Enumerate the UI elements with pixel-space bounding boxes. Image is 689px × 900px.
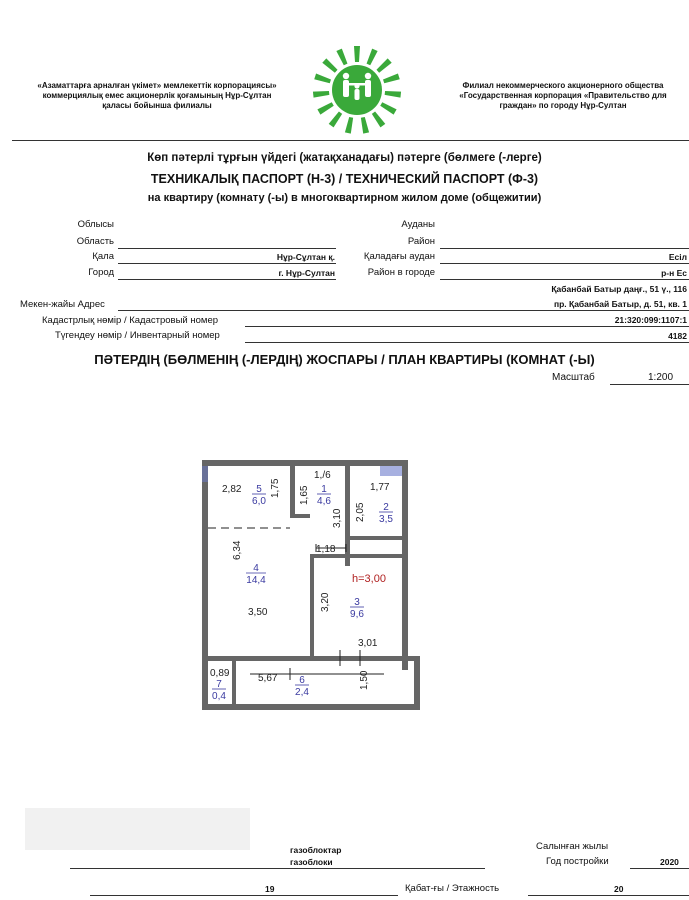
audany-label: Ауданы <box>401 219 435 230</box>
room-area: 2,4 <box>295 687 309 698</box>
kala-audan-label: Қаладағы аудан <box>363 251 435 262</box>
dim-label: 3,01 <box>358 638 378 649</box>
height-label: h=3,00 <box>352 573 386 585</box>
year-underline <box>630 868 689 869</box>
raion-gorod-underline <box>440 279 689 280</box>
scale-underline <box>610 384 689 385</box>
dim-label: 3,10 <box>332 508 343 528</box>
right-org-name <box>428 81 689 111</box>
kala-audan-underline <box>440 263 689 264</box>
room-number: 5 <box>256 484 262 495</box>
room-area: 0,4 <box>212 691 226 702</box>
cadastral-label: Кадастрлық нөмір / Кадастровый номер <box>42 315 219 326</box>
year-value: 2020 <box>660 857 679 867</box>
dim-label: 3,20 <box>320 592 331 612</box>
room-number: 7 <box>216 679 222 690</box>
left-org-line-1: «Азаматтарға арналған үкімет» мемлекеттік корпорациясы» <box>37 81 277 90</box>
plan-shade-left <box>202 466 208 482</box>
scale-label: Масштаб <box>552 372 595 383</box>
material-kz-value: газоблоктар <box>290 845 342 855</box>
gorod-label: Город <box>88 267 114 278</box>
inventory-value: 4182 <box>668 331 687 341</box>
oblast-label: Область <box>76 236 114 247</box>
room-number: 4 <box>253 563 259 574</box>
room-area: 3,5 <box>379 514 393 525</box>
address-label: Мекен-жайы Адрес <box>20 299 105 310</box>
title-line-1: Көп пәтерлі тұрғын үйдегі (жатақханадағы) пәтерге (бөлмеге (-лерге) <box>147 152 542 164</box>
header-divider <box>12 140 689 141</box>
people-sun-logo-icon <box>312 45 402 135</box>
room-area: 14,4 <box>246 575 266 586</box>
room-area: 6,0 <box>252 496 266 507</box>
address-ru-value: пр. Қабанбай Батыр, д. 51, кв. 1 <box>553 299 687 309</box>
right-org-line-2: «Государственная корпорация «Правительство для <box>459 91 667 100</box>
room-number: 1 <box>321 484 327 495</box>
left-org-line-2: коммерциялық емес акционерлік қоғамының Нұр-Сұлтан <box>42 91 272 100</box>
dim-label: 5,67 <box>258 673 278 684</box>
room-number: 3 <box>354 597 360 608</box>
dim-label: 0,89 <box>210 668 230 679</box>
dim-label: 6,34 <box>232 540 243 560</box>
plan-walls <box>202 460 420 710</box>
title-line-3: на квартиру (комнату (-ы) в многоквартирном жилом доме (общежитии) <box>147 192 542 204</box>
floor-underline <box>528 895 689 896</box>
material-ru-value: газоблоки <box>290 857 333 867</box>
floor-label: Қабат-ғы / Этажность <box>405 883 500 894</box>
right-org-line-3: граждан» по городу Нұр-Султан <box>499 101 627 110</box>
dim-label: 3,50 <box>248 607 268 618</box>
room-area: 9,6 <box>350 609 364 620</box>
right-org-line-1: Филиал некоммерческого акционерного общества <box>462 81 664 90</box>
dim-label: 2,05 <box>355 502 366 522</box>
dim-label: 1,/6 <box>314 470 331 481</box>
material-underline <box>70 868 485 869</box>
floors-underline <box>90 895 398 896</box>
dim-label: 1,65 <box>299 485 310 505</box>
cadastral-value: 21:320:099:1107:1 <box>614 315 687 325</box>
inventory-label: Түгендеу нөмір / Инвентарный номер <box>55 330 220 341</box>
kala-audan-value: Есіл <box>668 252 687 262</box>
dim-label: 1,18 <box>316 544 336 555</box>
plan-shade <box>380 466 402 476</box>
oblys-label: Облысы <box>77 219 114 230</box>
kala-label: Қала <box>92 251 114 262</box>
year-kz-label: Салынған жылы <box>536 841 609 852</box>
kala-underline <box>118 263 336 264</box>
address-underline <box>118 310 689 311</box>
floor-plan <box>190 450 430 720</box>
cadastral-underline <box>245 326 689 327</box>
left-org-line-3: қаласы бойынша филиалы <box>102 101 212 110</box>
floor-value: 20 <box>614 884 624 894</box>
raion-underline <box>440 248 689 249</box>
dim-label: 2,82 <box>222 484 242 495</box>
raion-gorod-value: р-н Ес <box>661 268 687 278</box>
title-line-2: ТЕХНИКАЛЫҚ ПАСПОРТ (Н-3) / ТЕХНИЧЕСКИЙ ПАСПОРТ (Ф-3) <box>150 172 539 186</box>
raion-label: Район <box>407 236 435 247</box>
redacted-area <box>25 808 250 850</box>
oblast-underline <box>118 248 336 249</box>
dim-label: 1,77 <box>370 482 390 493</box>
gorod-underline <box>118 279 336 280</box>
floors-value: 19 <box>265 884 275 894</box>
dim-label: 1,75 <box>270 478 281 498</box>
room-area: 4,6 <box>317 496 331 507</box>
address-kz-value: Қабанбай Батыр даңғ., 51 ү., 116 <box>551 284 687 294</box>
gorod-value: г. Нұр-Султан <box>278 268 335 278</box>
inventory-underline <box>245 342 689 343</box>
raion-gorod-label: Район в городе <box>367 267 435 278</box>
dim-label: 1,50 <box>359 670 370 690</box>
year-ru-label: Год постройки <box>546 856 609 867</box>
room-number: 6 <box>299 675 305 686</box>
scale-value: 1:200 <box>648 372 674 383</box>
plan-title: ПӘТЕРДІҢ (БӨЛМЕНІҢ (-ЛЕРДІҢ) ЖОСПАРЫ / ПЛАН КВАРТИРЫ (КОМНАТ (-Ы) <box>94 352 595 367</box>
kala-value: Нұр-Сұлтан қ. <box>276 252 335 262</box>
left-org-name <box>12 81 302 111</box>
room-number: 2 <box>383 502 389 513</box>
